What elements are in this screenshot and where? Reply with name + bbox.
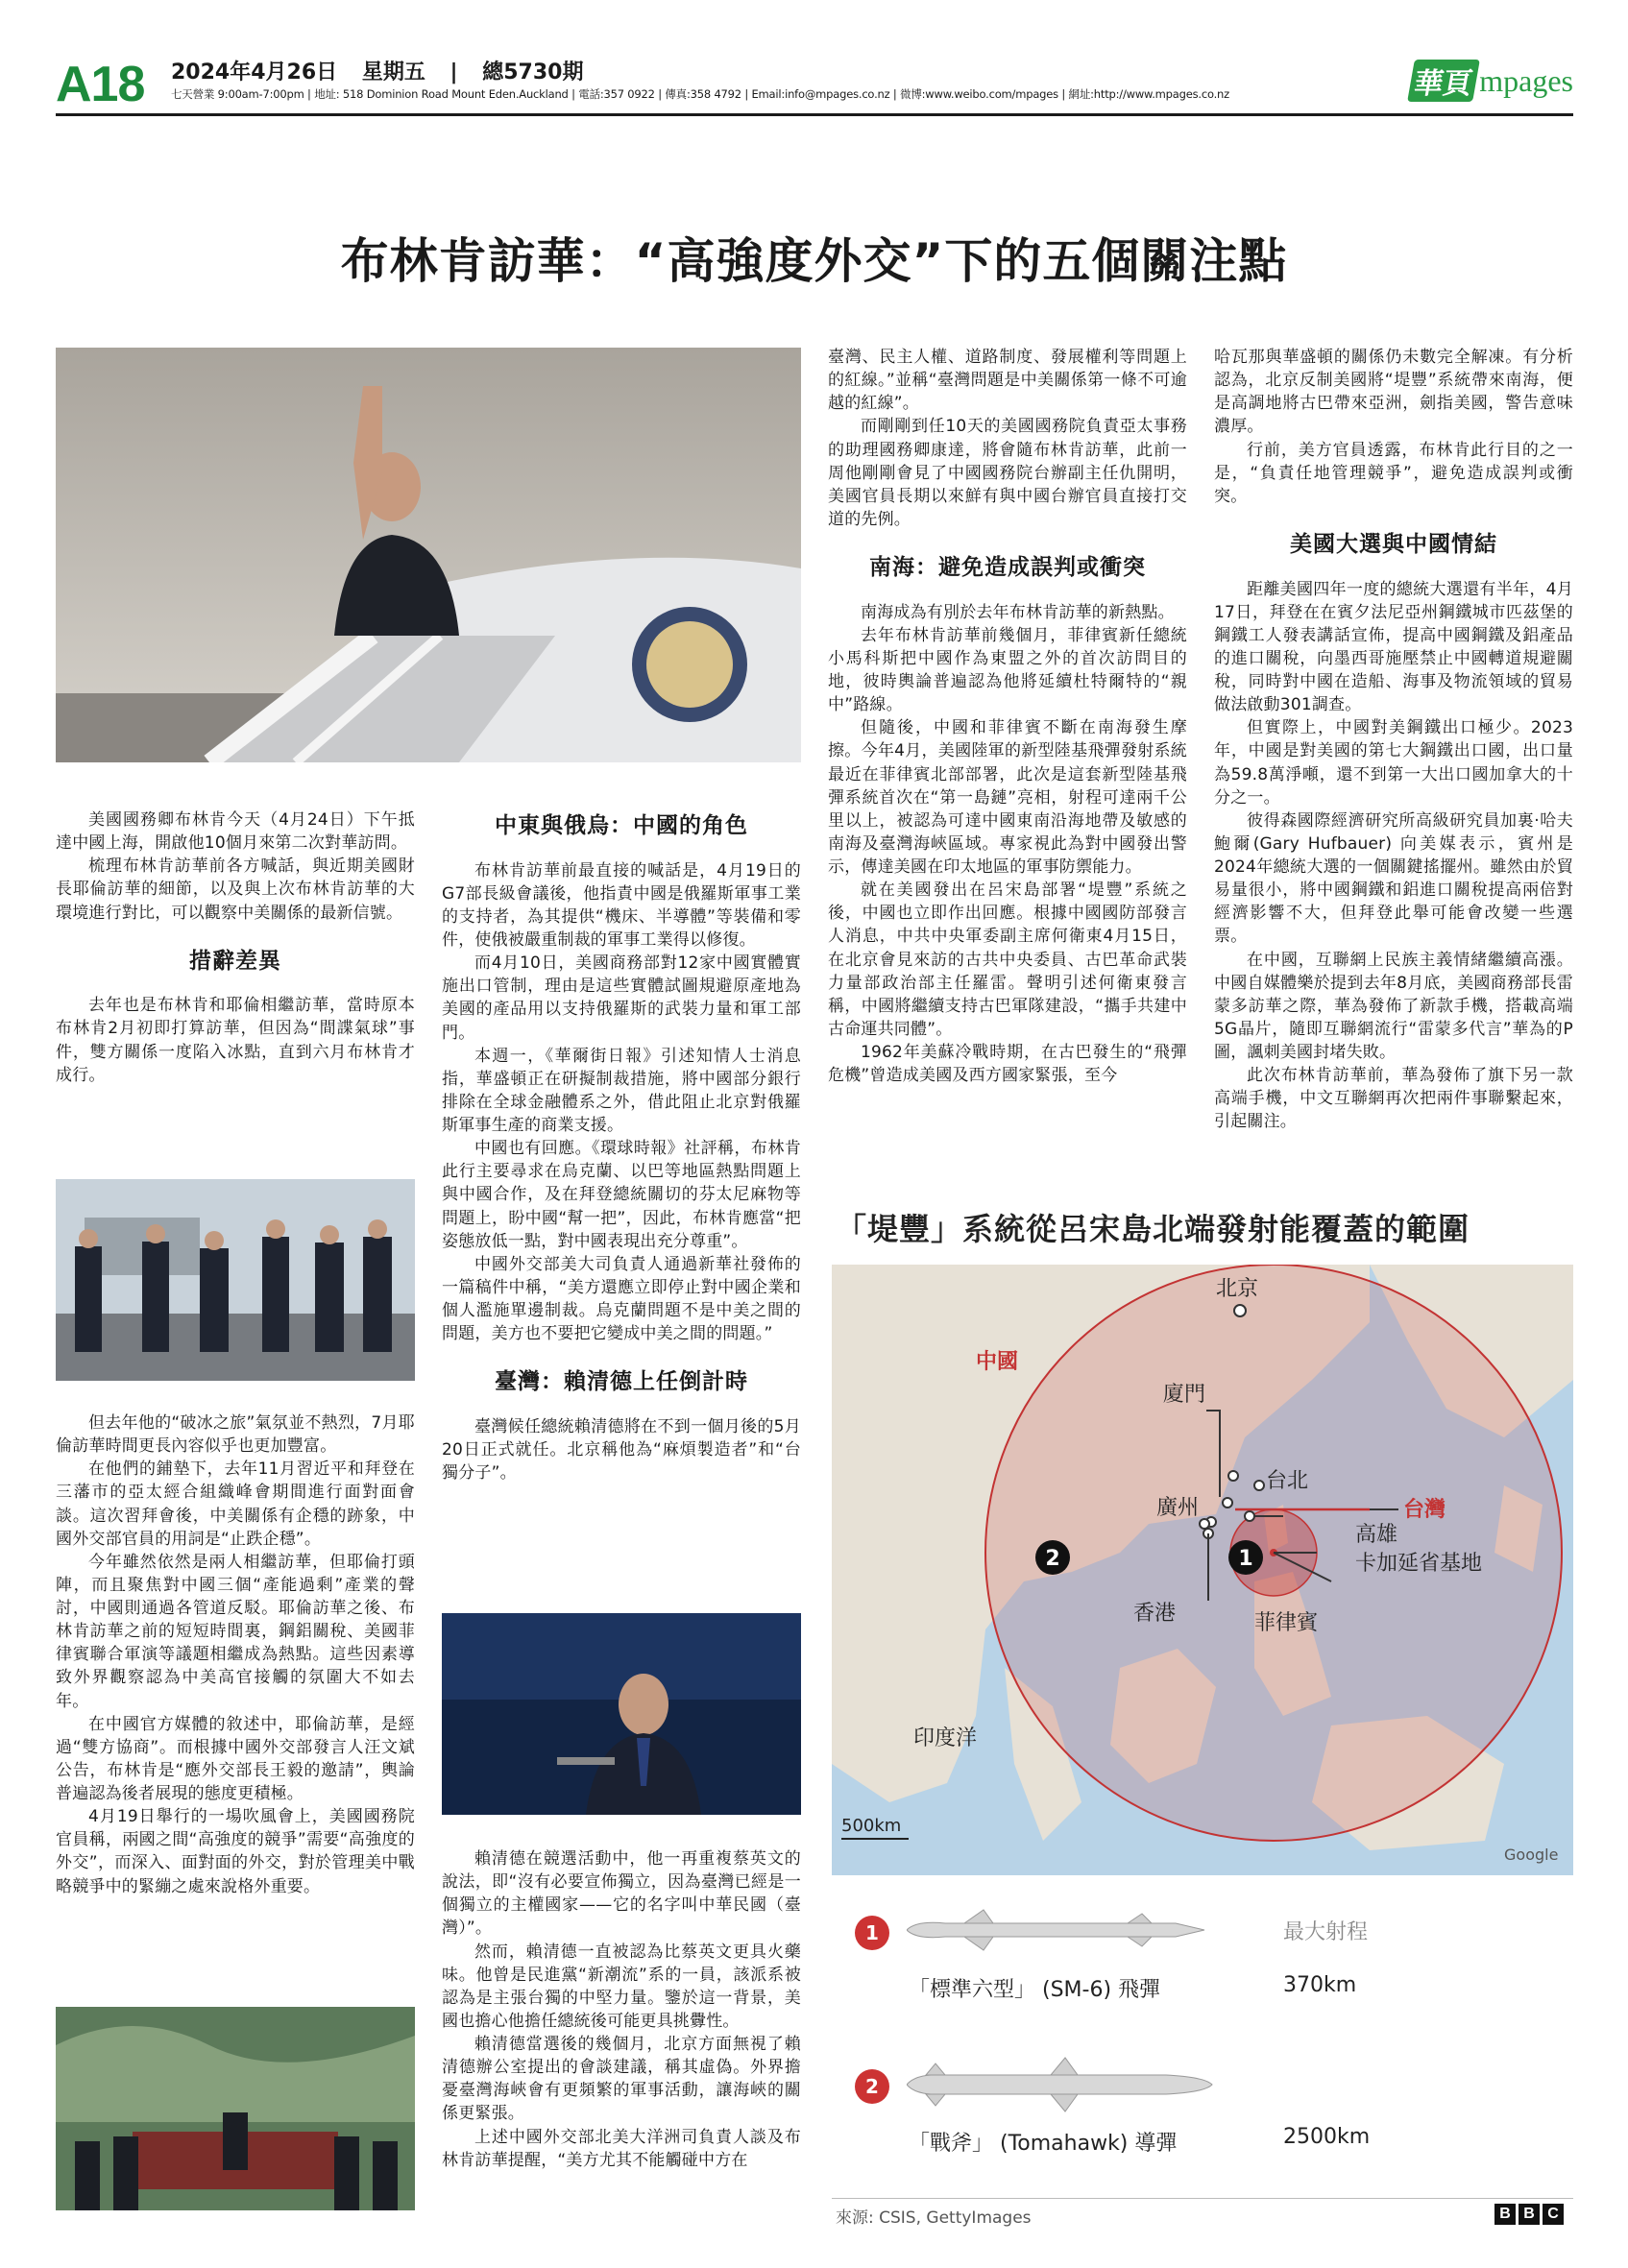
photo-blinken-waving (56, 348, 801, 762)
column-4 (1214, 346, 1573, 1134)
separator: | (450, 60, 458, 84)
paragraph: 在中國，互聯網上民族主義情緒繼續高漲。中國自媒體樂於提到去年8月底，美國商務部長雷蒙多訪華之際，華為發佈了新款手機，搭載高端5G晶片，隨即互聯網流行“雷蒙多代言”華為的P圖，諷刺美國封堵失敗。 (1214, 950, 1573, 1063)
paragraph: 在他們的鋪墊下，去年11月習近平和拜登在三藩市的亞太經合組織峰會期間進行面對面會談。這次習拜會後，中美關係有企穩的跡象，中國外交部官員的用詞是“止跌企穩”。 (56, 1460, 415, 1549)
svg-text:1: 1 (1238, 1547, 1253, 1571)
weapon-sm6 (832, 1896, 1573, 2040)
paragraph: 哈瓦那與華盛頓的關係仍未數完全解凍。有分析認為，北京反制美國將“堤豐”系統帶來南海，便是高調地將古巴帶來亞洲，劍指美國，警告意味濃厚。 (1214, 348, 1573, 437)
masthead (56, 50, 1573, 111)
weapon-number: 2 (855, 2069, 889, 2104)
label-china: 中國 (976, 1350, 1019, 1374)
subheading: 南海：避免造成誤判或衝突 (869, 555, 1146, 580)
column-1 (56, 808, 415, 1087)
map-marker-1 (1228, 1540, 1263, 1575)
map-marker-2 (1035, 1540, 1070, 1575)
photo-meeting-room (56, 2007, 415, 2210)
photo-lai-ching-te (442, 1613, 801, 1815)
paragraph: 但隨後，中國和菲律賓不斷在南海發生摩擦。今年4月，美國陸軍的新型陸基飛彈發射系統最近在菲律賓北部部署，此次是這套新型陸基飛彈系統首次在“第一島鏈”亮相，射程可達兩千公里以上，被認為可達中國東南沿海地帶及敏感的南海及臺灣海峽區域。專家視此為對中國發出警示，傳達美國在印太地區的軍事防禦能力。 (828, 718, 1187, 878)
paragraph: 去年也是布林肯和耶倫相繼訪華，當時原本布林肯2月初即打算訪華，但因為“間諜氣球”事件，雙方關係一度陷入冰點，直到六月布林肯才成行。 (56, 996, 415, 1085)
paragraph: 臺灣、民主人權、道路制度、發展權利等問題上的紅線。”並稱“臺灣問題是中美關係第一條不可逾越的紅線”。 (828, 348, 1187, 414)
weapon-name: 「戰斧」 (Tomahawk) 導彈 (909, 2132, 1178, 2156)
paragraph: 賴清德當選後的幾個月，北京方面無視了賴清德辦公室提出的會談建議，稱其虛偽。外界擔憂臺灣海峽會有更頻繁的軍事活動，讓海峽的關係更緊張。 (442, 2035, 801, 2124)
issue-number: 總5730期 (482, 60, 584, 84)
label-guangzhou: 廣州 (1156, 1496, 1200, 1520)
bbc-letter: C (1543, 2204, 1564, 2225)
paragraph: 然而，賴清德一直被認為比蔡英文更具火藥味。他曾是民進黨“新潮流”系的一員，該派系被認為是主張台獨的中堅力量。鑒於這一背景，美國也擔心他擔任總統後可能更具挑釁性。 (442, 1942, 801, 2031)
weekday: 星期五 (361, 60, 425, 84)
weapon-range: 2500km (1283, 2125, 1371, 2149)
logo-mark: 華頁 (1407, 60, 1480, 102)
paragraph: 而剛剛到任10天的美國國務院負責亞太事務的助理國務卿康達，將會隨布林肯訪華，此前一周他剛剛會見了中國國務院台辦副主任仇開明，美國官員長期以來鮮有與中國台辦官員直接打交道的先例。 (828, 417, 1187, 529)
subheading: 臺灣：賴清德上任倒計時 (495, 1369, 748, 1395)
graphic-divider (832, 2198, 1573, 2199)
label-taiwan: 台灣 (1403, 1498, 1446, 1522)
label-cagayan: 卡加延省基地 (1355, 1552, 1483, 1576)
paragraph: 中國也有回應。《環球時報》社評稱，布林肯此行主要尋求在烏克蘭、以巴等地區熱點問題上與中國合作，及在拜登總統關切的芬太尼麻物等問題上，盼中國“幫一把”，因此，布林肯應當“把姿態放低一點，對中國表現出充分尊重”。 (442, 1139, 801, 1251)
paragraph: 美國國務卿布林肯今天（4月24日）下午抵達中國上海，開啟他10個月來第二次對華訪問。 (56, 810, 415, 854)
paragraph: 今年雖然依然是兩人相繼訪華，但耶倫打頭陣，而且聚焦對中國三個“產能過剩”產業的聲討，中國則通過各管道反駁。耶倫訪華之後、布林肯訪華之前的短短時間裏，鋼鋁關稅、美國菲律賓聯合軍演等議題相繼成為熱點。這些因素導致外界觀察認為中美高官接觸的氛圍大不如去年。 (56, 1552, 415, 1711)
paragraph: 臺灣候任總統賴清德將在不到一個月後的5月20日正式就任。北京稱他為“麻煩製造者”和“台獨分子”。 (442, 1416, 801, 1484)
paragraph: 1962年美蘇冷戰時期，在古巴發生的“飛彈危機”曾造成美國及西方國家緊張，至今 (828, 1043, 1187, 1086)
header-rule (56, 113, 1573, 116)
bbc-logo (1494, 2204, 1564, 2225)
weapon-name: 「標準六型」 (SM-6) 飛彈 (909, 1978, 1161, 2002)
subheading: 美國大選與中國情結 (1290, 531, 1497, 557)
page-number: A18 (56, 57, 145, 112)
paragraph: 中國外交部美大司負責人通過新華社發佈的一篇稿件中稱，“美方還應立即停止對中國企業和個人濫施單邊制裁。烏克蘭問題不是中美之間的問題，美方也不要把它變成中美之間的問題。” (442, 1254, 801, 1344)
paragraph: 在中國官方媒體的敘述中，耶倫訪華，是經過“雙方協商”。而根據中國外交部發言人汪文斌公告，布林肯是“應外交部長王毅的邀請”，輿論普遍認為後者展現的態度更積極。 (56, 1714, 415, 1803)
max-range-label: 最大射程 (1283, 1920, 1369, 1944)
label-kaohsiung: 高雄 (1355, 1523, 1398, 1547)
weapon-range: 370km (1283, 1973, 1357, 1997)
paragraph: 4月19日舉行的一場吹風會上，美國國務院官員稱，兩國之間“高強度的競爭”需要“高強度的外交”，而深入、面對面的外交，對於管理美中戰略競爭中的緊繃之處來說格外重要。 (56, 1807, 415, 1896)
mpages-logo (1411, 60, 1573, 102)
weapon-number: 1 (855, 1916, 889, 1950)
dateline (171, 56, 600, 85)
weapon-tomahawk (832, 2050, 1573, 2194)
column-2 (442, 789, 801, 1484)
graphic-title: 「堤豐」系統從呂宋島北端發射能覆蓋的範圍 (836, 1211, 1470, 1247)
paragraph: 彼得森國際經濟研究所高級研究員加裏·哈夫鮑爾(Gary Hufbauer) 向美媒表示，賓州是2024年總統大選的一個關鍵搖擺州。雖然由於貿易量很小，將中國鋼鐵和鋁進口關稅提高兩倍對經濟影響不大，但拜登此舉可能會改變一些選票。 (1214, 810, 1573, 947)
paragraph: 南海成為有別於去年布林肯訪華的新熱點。 (861, 602, 1175, 622)
paragraph: 但實際上，中國對美鋼鐵出口極少。2023年，中國是對美國的第七大鋼鐵出口國，出口量為59.8萬淨噸，還不到第一大出口國加拿大的十分之一。 (1214, 718, 1573, 808)
paragraph: 行前，美方官員透露，布林肯此行目的之一是，“負責任地管理競爭”，避免造成誤判或衝突。 (1214, 440, 1573, 506)
missile-sm6-icon (907, 1906, 1214, 1954)
bbc-letter: B (1494, 2204, 1516, 2225)
label-scale: 500km (841, 1816, 902, 1836)
issue-date: 2024年4月26日 (171, 60, 338, 84)
paragraph: 梳理布林肯訪華前各方喊話，與近期美國財長耶倫訪華的細節，以及與上次布林肯訪華的大環境進行對比，可以觀察中美關係的最新信號。 (56, 857, 415, 923)
typhon-range-graphic (828, 1205, 1573, 2232)
bbc-letter: B (1519, 2204, 1540, 2225)
paragraph: 賴清德在競選活動中，他一再重複蔡英文的說法，即“沒有必要宣佈獨立，因為臺灣已經是一個獨立的主權國家——它的名字叫中華民國（臺灣）”。 (442, 1849, 801, 1939)
paragraph: 去年布林肯訪華前幾個月，菲律賓新任總統小馬科斯把中國作為東盟之外的首次訪問目的地，彼時輿論普遍認為他將延續杜特爾特的“親中”路線。 (828, 625, 1187, 715)
logo-text: mpages (1479, 62, 1573, 98)
label-taipei: 台北 (1266, 1469, 1309, 1493)
article-headline: 布林肯訪華：“高強度外交”下的五個關注點 (340, 233, 1288, 289)
label-beijing: 北京 (1216, 1277, 1259, 1301)
contact-line: 七天營業 9:00am-7:00pm | 地址: 518 Dominion Road Mount Eden.Auckland | 電話:357 0922 | 傳真:358 4792 | Email:info@mpages.co.nz | 微博:www.weibo.com/mpages | 網址:http://www.mpages.co.nz (171, 87, 1229, 101)
paragraph: 距離美國四年一度的總統大選還有半年，4月17日，拜登在在賓夕法尼亞州鋼鐵城市匹茲堡的鋼鐵工人發表講話宣佈，提高中國鋼鐵及鋁產品的進口關稅，向墨西哥施壓禁止中國轉道規避關稅，同時對中國在造船、海事及物流領域的貿易做法啟動301調查。 (1214, 579, 1573, 715)
paragraph: 布林肯訪華前最直接的喊話是，4月19日的G7部長級會議後，他指責中國是俄羅斯軍事工業的支持者，為其提供“機床、半導體”等裝備和零件，使俄被嚴重制裁的軍事工業得以修復。 (442, 860, 801, 951)
label-xiamen: 廈門 (1163, 1383, 1206, 1407)
column-2-continued (442, 1847, 801, 2172)
paragraph: 本週一，《華爾街日報》引述知情人士消息指，華盛頓正在研擬制裁措施，將中國部分銀行排除在全球金融體系之外，借此阻止北京對俄羅斯軍事生產的商業支援。 (442, 1046, 801, 1136)
subheading: 措辭差異 (189, 948, 281, 974)
label-philippines: 菲律賓 (1254, 1611, 1319, 1635)
range-map (832, 1265, 1573, 1875)
paragraph: 而4月10日，美國商務部對12家中國實體實施出口管制，理由是這些實體試圖規避原產地為美國的產品用以支持俄羅斯的武裝力量和軍工部門。 (442, 953, 801, 1043)
column-1-continued (56, 1411, 415, 1898)
photo-airport-greeting (56, 1179, 415, 1381)
label-google: Google (1504, 1846, 1559, 1864)
paragraph: 此次布林肯訪華前，華為發佈了旗下另一款高端手機，中文互聯網再次把兩件事聯繫起來，引起關注。 (1214, 1066, 1573, 1132)
svg-text:2: 2 (1045, 1547, 1060, 1571)
graphic-source: 來源: CSIS, GettyImages (836, 2208, 1032, 2228)
subheading: 中東與俄烏：中國的角色 (495, 813, 748, 838)
label-indian-ocean: 印度洋 (913, 1726, 978, 1750)
missile-tomahawk-icon (907, 2056, 1214, 2113)
column-3 (828, 346, 1187, 1087)
paragraph: 就在美國發出在呂宋島部署“堤豐”系統之後，中國也立即作出回應。根據中國國防部發言人消息，中共中央軍委副主席何衛東4月15日，在北京會見來訪的古共中央委員、古巴革命武裝力量部政治部主任羅雷。聲明引述何衛東發言稱，中國將繼續支持古巴軍隊建設，“攜手共建中古命運共同體”。 (828, 881, 1187, 1039)
label-hongkong: 香港 (1133, 1602, 1177, 1626)
paragraph: 但去年他的“破冰之旅”氣氛並不熱烈，7月耶倫訪華時間更長內容似乎也更加豐富。 (56, 1413, 415, 1457)
paragraph: 上述中國外交部北美大洋洲司負責人談及布林肯訪華提醒，“美方尤其不能觸碰中方在 (442, 2127, 801, 2170)
